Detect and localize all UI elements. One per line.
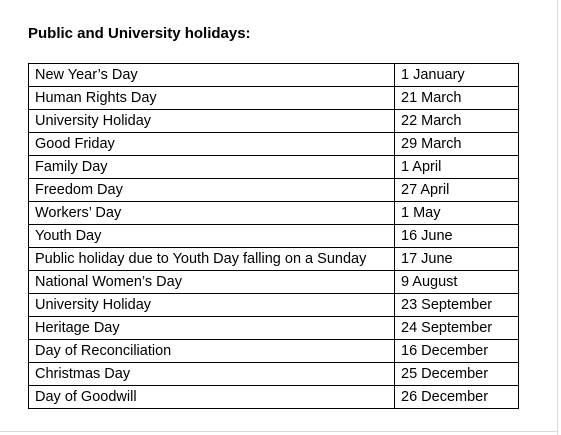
table-row [29, 340, 519, 363]
holiday-name-cell: University Holiday [29, 110, 395, 133]
holiday-name-cell: National Women’s Day [29, 271, 395, 294]
holiday-date-cell: 1 May [395, 202, 519, 225]
holiday-date-cell: 24 September [395, 317, 519, 340]
table-row [29, 110, 519, 133]
table-row [29, 225, 519, 248]
holiday-name-cell: Heritage Day [29, 317, 395, 340]
holiday-name-cell: University Holiday [29, 294, 395, 317]
holidays-heading: Public and University holidays: [28, 25, 251, 42]
table-row [29, 133, 519, 156]
holiday-date-cell: 16 June [395, 225, 519, 248]
table-row [29, 179, 519, 202]
holiday-date-cell: 16 December [395, 340, 519, 363]
holiday-name-cell: Family Day [29, 156, 395, 179]
holiday-name-cell: Day of Goodwill [29, 386, 395, 409]
holiday-date-cell: 26 December [395, 386, 519, 409]
holiday-name-cell: Christmas Day [29, 363, 395, 386]
holiday-date-cell: 29 March [395, 133, 519, 156]
table-row [29, 248, 519, 271]
holiday-date-cell: 17 June [395, 248, 519, 271]
holiday-date-cell: 27 April [395, 179, 519, 202]
page-edge-bottom [0, 431, 558, 432]
holiday-name-cell: Public holiday due to Youth Day falling on a Sunday [29, 248, 395, 271]
holiday-name-cell: New Year’s Day [29, 64, 395, 87]
page-edge-right [557, 0, 558, 435]
holidays-table [28, 63, 519, 409]
table-row [29, 386, 519, 409]
holiday-date-cell: 9 August [395, 271, 519, 294]
holiday-name-cell: Freedom Day [29, 179, 395, 202]
table-row [29, 64, 519, 87]
holiday-name-cell: Workers’ Day [29, 202, 395, 225]
table-row [29, 294, 519, 317]
holiday-date-cell: 23 September [395, 294, 519, 317]
holiday-date-cell: 1 January [395, 64, 519, 87]
holiday-name-cell: Youth Day [29, 225, 395, 248]
table-row [29, 271, 519, 294]
holidays-table-body [29, 64, 519, 409]
table-row [29, 87, 519, 110]
table-row [29, 202, 519, 225]
holiday-date-cell: 25 December [395, 363, 519, 386]
table-row [29, 317, 519, 340]
table-row [29, 156, 519, 179]
holiday-date-cell: 21 March [395, 87, 519, 110]
table-row [29, 363, 519, 386]
holiday-name-cell: Good Friday [29, 133, 395, 156]
holiday-name-cell: Day of Reconciliation [29, 340, 395, 363]
holiday-date-cell: 1 April [395, 156, 519, 179]
holiday-name-cell: Human Rights Day [29, 87, 395, 110]
holiday-date-cell: 22 March [395, 110, 519, 133]
